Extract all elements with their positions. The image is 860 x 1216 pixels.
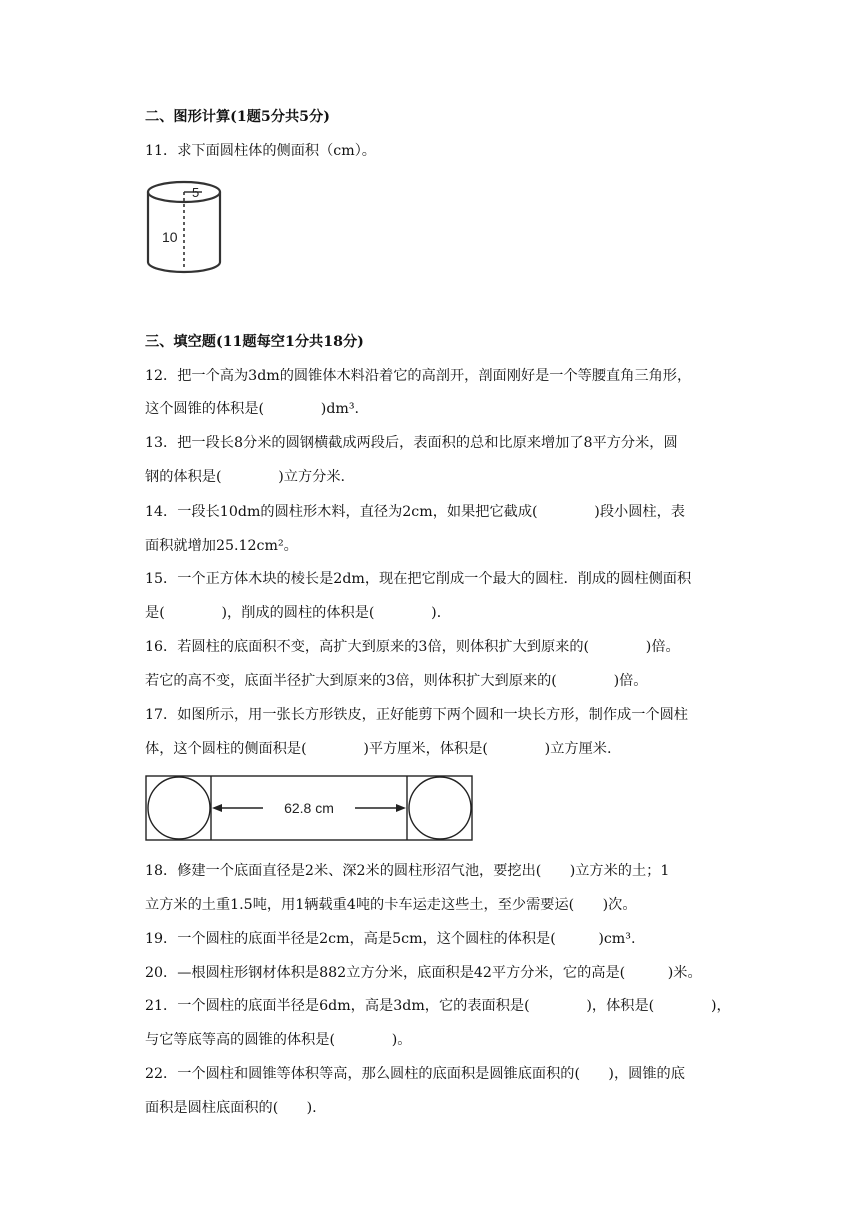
question-line: 钢的体积是( )立方分米. [145,469,346,485]
section-heading-2: 二、图形计算(1题5分共5分) [145,109,330,125]
question-line: 18．修建一个底面直径是2米、深2米的圆柱形沼气池，要挖出( )立方米的土；1 [145,863,670,879]
question-line: 22．一个圆柱和圆锥等体积等高，那么圆柱的底面积是圆锥底面积的( )，圆锥的底 [145,1066,685,1082]
question-line: 20．—根圆柱形钢材体积是882立方分米，底面积是42平方分米，它的高是( )米。 [145,965,702,981]
length-label: 62.8 cm [284,800,334,816]
question-line: 17．如图所示，用一张长方形铁皮，正好能剪下两个圆和一块长方形，制作成一个圆柱 [145,707,688,723]
question-line: 这个圆锥的体积是( )dm³. [145,401,360,417]
question-line: 16．若圆柱的底面积不变，高扩大到原来的3倍，则体积扩大到原来的( )倍。 [145,639,680,655]
cylinder-figure [140,176,230,274]
question-line: 14．一段长10dm的圆柱形木料，直径为2cm，如果把它截成( )段小圆柱，表 [145,504,685,520]
question-line: 面积是圆柱底面积的( ). [145,1100,317,1116]
question-line: 体，这个圆柱的侧面积是( )平方厘米，体积是( )立方厘米. [145,741,612,757]
question-line: 15．一个正方体木块的棱长是2dm，现在把它削成一个最大的圆柱．削成的圆柱侧面积 [145,571,692,587]
question-line: 19．一个圆柱的底面半径是2cm，高是5cm，这个圆柱的体积是( )cm³. [145,931,636,947]
question-line: 13．把一段长8分米的圆钢横截成两段后，表面积的总和比原来增加了8平方分米，圆 [145,435,678,451]
question-line: 若它的高不变，底面半径扩大到原来的3倍，则体积扩大到原来的( )倍。 [145,673,648,689]
question-line: 是( )，削成的圆柱的体积是( )． [145,605,451,621]
sheet-figure [145,775,475,843]
section-heading-3: 三、填空题(11题每空1分共18分) [145,334,364,350]
question-line: 与它等底等高的圆锥的体积是( )。 [145,1032,412,1048]
question-line: 面积就增加25.12cm²。 [145,538,298,554]
question-line: 21．一个圆柱的底面半径是6dm，高是3dm，它的表面积是( )，体积是( )， [145,998,731,1014]
question-line: 立方米的土重1.5吨，用1辆载重4吨的卡车运走这些土，至少需要运( )次。 [145,897,637,913]
question-line: 12．把一个高为3dm的圆锥体木料沿着它的高剖开，剖面刚好是一个等腰直角三角形， [145,368,692,384]
question-11: 11．求下面圆柱体的侧面积（cm）。 [145,143,376,159]
height-label: 10 [162,229,178,245]
radius-label: 5 [192,185,200,200]
